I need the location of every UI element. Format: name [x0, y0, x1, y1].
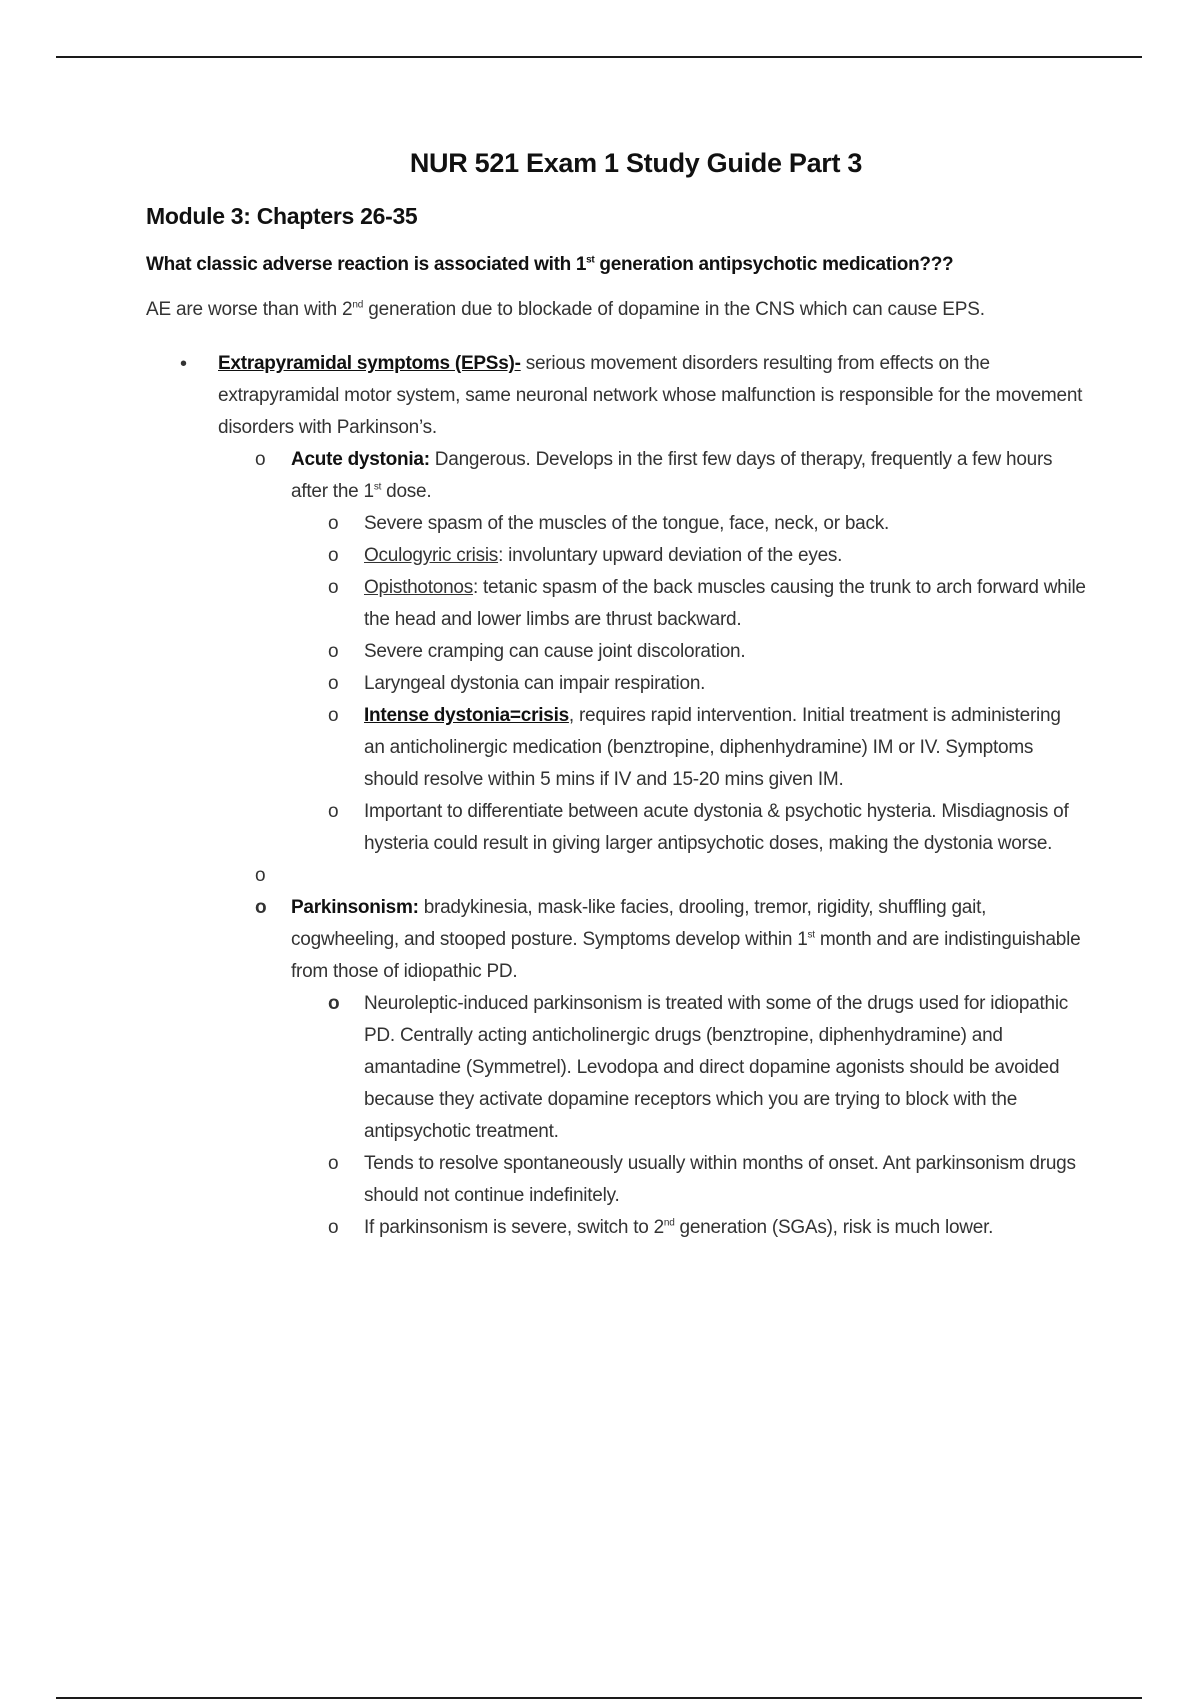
superscript: nd	[663, 1217, 675, 1229]
list-item-acute-dystonia	[255, 444, 1086, 508]
item-text: Severe spasm of the muscles of the tongue, face, neck, or back.	[364, 513, 889, 534]
list-item-empty	[255, 860, 1086, 892]
acute-dystonia-text: dose.	[381, 481, 432, 502]
list-item	[328, 700, 1086, 796]
question-text: generation antipsychotic medication???	[594, 254, 954, 275]
term-oculogyric-crisis: Oculogyric crisis	[364, 545, 499, 566]
circle-bullet-icon: o	[328, 641, 339, 662]
term-opisthotonos: Opisthotonos	[364, 577, 473, 598]
parkinsonism-text: month and are indistinguishable from those of idiopathic PD.	[291, 929, 1081, 982]
superscript: nd	[352, 299, 364, 311]
circle-bullet-icon: o	[328, 801, 339, 822]
circle-bullet-icon: o	[328, 1217, 339, 1238]
list-item	[328, 572, 1086, 636]
superscript: st	[807, 929, 815, 941]
list-item	[328, 636, 1086, 668]
question-heading	[146, 254, 1086, 276]
circle-bullet-icon: o	[328, 577, 339, 598]
item-text: Neuroleptic-induced parkinsonism is treated with some of the drugs used for idiopathic PD. Centrally acting anticholinergic drugs (benztropine, diphenhydramine) and amantadine (Symmetrel). Levodopa and direct dopamine agonists should be avoided because they activate dopamine receptors which you are trying to block with the antipsychotic treatment.	[364, 993, 1069, 1142]
list-item	[328, 540, 1086, 572]
term-parkinsonism: Parkinsonism:	[291, 897, 419, 918]
question-text: What classic adverse reaction is associated with 1	[146, 254, 587, 275]
term-intense-dystonia: Intense dystonia=crisis	[364, 705, 569, 726]
list-item	[328, 508, 1086, 540]
superscript: st	[373, 481, 382, 493]
item-text: If parkinsonism is severe, switch to 2	[364, 1217, 664, 1238]
term-eps: Extrapyramidal symptoms (EPSs)-	[218, 353, 521, 374]
item-text: : tetanic spasm of the back muscles causing the trunk to arch forward while the head and lower limbs are thrust backward.	[364, 577, 1086, 630]
item-text: Laryngeal dystonia can impair respiration.	[364, 673, 706, 694]
parkinsonism-text: bradykinesia, mask-like facies, drooling, tremor, rigidity, shuffling gait, cogwheeling, and stooped posture. Symptoms develop within 1	[291, 897, 987, 950]
header-rule	[56, 56, 1142, 58]
list-item	[328, 988, 1086, 1148]
circle-bullet-icon: o	[255, 865, 266, 886]
list-item	[328, 1148, 1086, 1212]
circle-bullet-icon: o	[328, 513, 339, 534]
eps-description: serious movement disorders resulting from effects on the extrapyramidal motor system, same neuronal network whose malfunction is responsible for the movement disorders with Parkinson’s.	[218, 353, 1083, 438]
list-item	[328, 1212, 1086, 1244]
circle-bullet-icon: o	[255, 449, 266, 470]
item-text: generation (SGAs), risk is much lower.	[674, 1217, 994, 1238]
circle-bullet-icon: o	[328, 1153, 339, 1174]
circle-bullet-icon: o	[328, 545, 339, 566]
item-text: , requires rapid intervention. Initial treatment is administering an anticholinergic medication (benztropine, diphenhydramine) IM or IV. Symptoms should resolve within 5 mins if IV and 15-20 mins given IM.	[364, 705, 1061, 790]
circle-bullet-icon: o	[328, 673, 339, 694]
document-page	[146, 148, 1086, 1244]
circle-bullet-icon: o	[328, 705, 339, 726]
item-text: Tends to resolve spontaneously usually within months of onset. Ant parkinsonism drugs should not continue indefinitely.	[364, 1153, 1076, 1206]
circle-bullet-icon: o	[328, 993, 340, 1014]
document-title: NUR 521 Exam 1 Study Guide Part 3	[409, 148, 863, 178]
footer-rule	[56, 1697, 1142, 1699]
circle-bullet-icon: o	[255, 897, 267, 918]
intro-paragraph	[146, 294, 1086, 326]
list-item-eps	[180, 348, 1086, 444]
term-acute-dystonia: Acute dystonia:	[291, 449, 430, 470]
acute-dystonia-text: Dangerous. Develops in the first few days of therapy, frequently a few hours after the 1	[291, 449, 1053, 502]
item-text: Severe cramping can cause joint discoloration.	[364, 641, 746, 662]
intro-text: AE are worse than with 2	[146, 299, 353, 320]
intro-text: generation due to blockade of dopamine in the CNS which can cause EPS.	[363, 299, 985, 320]
superscript: st	[586, 254, 595, 266]
bullet-icon: •	[180, 353, 187, 375]
module-heading: Module 3: Chapters 26-35	[146, 203, 418, 229]
list-item	[328, 668, 1086, 700]
item-text: Important to differentiate between acute dystonia & psychotic hysteria. Misdiagnosis of hysteria could result in giving larger antipsychotic doses, making the dystonia worse.	[364, 801, 1069, 854]
item-text: : involuntary upward deviation of the eyes.	[498, 545, 843, 566]
list-item-parkinsonism	[255, 892, 1086, 988]
list-item	[328, 796, 1086, 860]
